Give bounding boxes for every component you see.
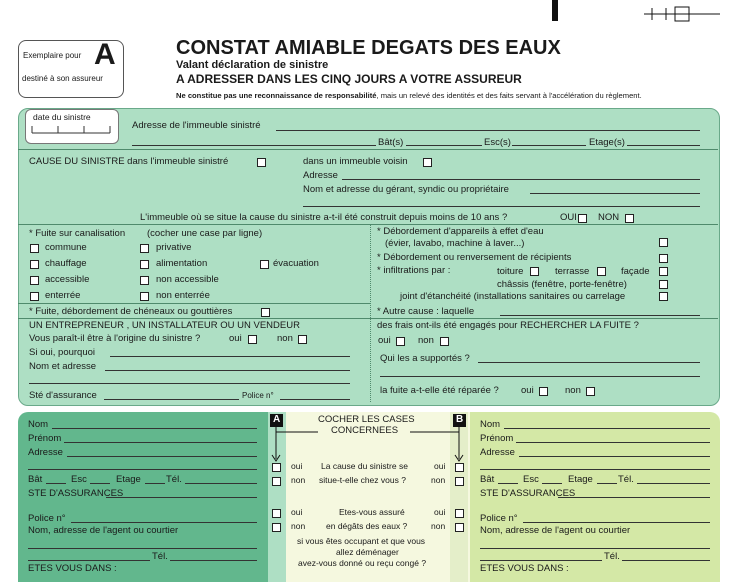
alimentation-label: alimentation	[156, 258, 208, 269]
party-a-tel2-field[interactable]	[28, 560, 150, 561]
non-enterree-label: non enterrée	[156, 290, 210, 301]
contractor-police-field[interactable]	[280, 399, 350, 400]
q2-b-non-checkbox[interactable]	[455, 523, 464, 532]
q2-text-b: en dégâts des eaux ?	[326, 521, 408, 531]
q1-text-a: La cause du sinistre se	[321, 461, 408, 471]
disclaimer-rest: , mais un relevé des identités et des faits servant à l'accélération du règlement.	[376, 91, 642, 100]
q2-b-oui-label: oui	[434, 507, 446, 517]
party-b-adresse-line2[interactable]	[480, 469, 710, 470]
repaired-oui-checkbox[interactable]	[539, 387, 548, 396]
party-a-etage-field[interactable]	[145, 483, 165, 484]
party-a-police-label: Police n°	[28, 513, 66, 524]
toiture-label: toiture	[497, 266, 524, 277]
evacuation-checkbox[interactable]	[260, 260, 269, 269]
neighbor-label: dans un immeuble voisin	[303, 156, 408, 167]
party-b-ste-label: STE D'ASSURANCES	[480, 488, 576, 499]
repaired-non-label: non	[565, 385, 581, 396]
built-question: L'immeuble où se situe la cause du sinistre a-t-il été construit depuis moins de 10 ans ?	[140, 212, 508, 223]
manager-field[interactable]	[530, 193, 700, 194]
overflow1-checkbox[interactable]	[659, 238, 668, 247]
party-a-bat-label: Bât	[28, 474, 43, 485]
gutter-label: * Fuite, débordement de chéneaux ou gouttières	[29, 306, 233, 317]
who-paid-line2[interactable]	[380, 376, 700, 377]
middle-header: COCHER LES CASES	[318, 414, 415, 425]
chauffage-checkbox[interactable]	[30, 260, 39, 269]
label-a: A	[273, 414, 281, 425]
party-b-police-label: Police n°	[480, 513, 518, 524]
page-title: CONSTAT AMIABLE DEGATS DES EAUX	[176, 37, 561, 59]
chassis-label: châssis (fenêtre, porte-fenêtre)	[497, 279, 627, 290]
party-b-nom-label: Nom	[480, 419, 501, 430]
contractor-police-label: Police n°	[242, 391, 274, 400]
date-label: date du sinistre	[33, 112, 91, 122]
party-a-tel-field[interactable]	[185, 483, 257, 484]
party-a-adresse-label: Adresse	[28, 447, 63, 458]
party-a-esc-field[interactable]	[90, 483, 110, 484]
other-cause-label: * Autre cause : laquelle	[377, 306, 475, 317]
etage-label: Etage(s)	[589, 137, 625, 148]
party-b-bat-label: Bât	[480, 474, 495, 485]
evacuation-label: évacuation	[273, 258, 319, 269]
building-address-field[interactable]	[276, 130, 700, 131]
leak-title: * Fuite sur canalisation	[29, 228, 126, 239]
party-a-esc-label: Esc	[71, 474, 87, 485]
q1-a-non-label: non	[291, 475, 306, 485]
chauffage-label: chauffage	[45, 258, 87, 269]
commune-label: commune	[45, 242, 87, 253]
party-b-agent-field[interactable]	[480, 548, 710, 549]
party-a-nom-field[interactable]	[52, 428, 257, 429]
contractor-title: UN ENTREPRENEUR , UN INSTALLATEUR OU UN VENDEUR	[29, 320, 300, 331]
party-a-agent-field[interactable]	[28, 548, 257, 549]
search-oui-checkbox[interactable]	[396, 337, 405, 346]
building-address-label: Adresse de l'immeuble sinistré	[132, 120, 261, 131]
pourquoi-label: Si oui, pourquoi	[29, 347, 96, 358]
search-non-checkbox[interactable]	[440, 337, 449, 346]
built-oui-checkbox[interactable]	[578, 214, 587, 223]
toiture-checkbox[interactable]	[530, 267, 539, 276]
q2-a-non-checkbox[interactable]	[272, 523, 281, 532]
contractor-insurer-field[interactable]	[104, 399, 239, 400]
q1-b-oui-label: oui	[434, 461, 446, 471]
contractor-oui-label: oui	[229, 333, 242, 344]
q2-a-non-label: non	[291, 521, 306, 531]
party-b-tel-label: Tél.	[618, 474, 634, 485]
q1-text-b: situe-t-elle chez vous ?	[319, 475, 406, 485]
etage-field[interactable]	[627, 145, 700, 146]
label-b: B	[456, 414, 464, 425]
enterree-label: enterrée	[45, 290, 81, 301]
who-paid-label: Qui les a supportés ?	[380, 353, 470, 364]
repaired-oui-label: oui	[521, 385, 534, 396]
party-b-etes-label: ETES VOUS DANS :	[480, 563, 569, 574]
q2-a-oui-checkbox[interactable]	[272, 509, 281, 518]
q1-b-oui-checkbox[interactable]	[455, 463, 464, 472]
party-a-bat-field[interactable]	[46, 483, 66, 484]
chassis-checkbox[interactable]	[659, 280, 668, 289]
party-b-police-field[interactable]	[523, 522, 710, 523]
gutter-checkbox[interactable]	[261, 308, 270, 317]
esc-label: Esc(s)	[484, 137, 511, 148]
party-a-tel2-label: Tél.	[152, 551, 168, 562]
cause-in-building-checkbox[interactable]	[257, 158, 266, 167]
date-tick-marks	[30, 124, 112, 136]
q1-b-non-checkbox[interactable]	[455, 477, 464, 486]
non-accessible-label: non accessible	[156, 274, 219, 285]
terrasse-checkbox[interactable]	[597, 267, 606, 276]
party-b-tel2-field[interactable]	[480, 560, 602, 561]
party-b-agent-label: Nom, adresse de l'agent ou courtier	[480, 525, 631, 536]
search-question: des frais ont-ils été engagés pour RECHERCHER LA FUITE ?	[377, 320, 639, 331]
contractor-oui-checkbox[interactable]	[248, 335, 257, 344]
q1-a-non-checkbox[interactable]	[272, 477, 281, 486]
q1-a-oui-label: oui	[291, 461, 303, 471]
party-a-tel-label: Tél.	[166, 474, 182, 485]
party-b-etage-label: Etage	[568, 474, 593, 485]
party-b-esc-field[interactable]	[542, 483, 562, 484]
repaired-non-checkbox[interactable]	[586, 387, 595, 396]
contractor-name-label: Nom et adresse	[29, 361, 97, 372]
q2-b-non-label: non	[431, 521, 446, 531]
neighbor-address-label: Adresse	[303, 170, 338, 181]
party-b-ste-field[interactable]	[558, 497, 710, 498]
party-b-adresse-field[interactable]	[519, 456, 710, 457]
party-a-prenom-label: Prénom	[28, 433, 62, 444]
contractor-non-checkbox[interactable]	[298, 335, 307, 344]
address-line2-field[interactable]	[132, 145, 376, 146]
terrasse-label: terrasse	[555, 266, 590, 277]
contractor-name-line2[interactable]	[29, 383, 350, 384]
overflow1-label: * Débordement d'appareils à effet d'eau	[377, 226, 544, 237]
contractor-question: Vous paraît-il être à l'origine du sinistre ?	[29, 333, 201, 344]
party-b-tel-field[interactable]	[637, 483, 710, 484]
party-b-prenom-label: Prénom	[480, 433, 514, 444]
repaired-label: la fuite a-t-elle été réparée ?	[380, 385, 499, 396]
q3-text-b: allez déménager	[336, 547, 399, 557]
overflow2-label: * Débordement ou renversement de récipients	[377, 252, 572, 263]
party-b-nom-field[interactable]	[504, 428, 710, 429]
facade-checkbox[interactable]	[659, 267, 668, 276]
party-b-tel2-field-right[interactable]	[622, 560, 710, 561]
disclaimer	[176, 91, 642, 100]
cause-label: CAUSE DU SINISTRE dans l'immeuble sinistré	[29, 156, 229, 167]
neighbor-address-field[interactable]	[342, 179, 700, 180]
middle-header-2: CONCERNEES	[331, 425, 399, 436]
party-a-nom-label: Nom	[28, 419, 49, 430]
party-a-etes-label: ETES VOUS DANS :	[28, 563, 117, 574]
instruction: A ADRESSER DANS LES CINQ JOURS A VOTRE ASSUREUR	[176, 72, 522, 86]
q2-a-oui-label: oui	[291, 507, 303, 517]
search-oui-label: oui	[378, 335, 391, 346]
pourquoi-field[interactable]	[110, 356, 350, 357]
search-non-label: non	[418, 335, 434, 346]
q2-text-a: Etes-vous assuré	[339, 507, 405, 517]
party-b-esc-label: Esc	[523, 474, 539, 485]
copy-letter: A	[94, 38, 116, 71]
built-oui-label: OUI	[560, 212, 577, 223]
party-a-tel2-field-right[interactable]	[170, 560, 257, 561]
infiltration-label: * infiltrations par :	[377, 265, 451, 276]
bat-label: Bât(s)	[378, 137, 404, 148]
party-b-tel2-label: Tél.	[604, 551, 620, 562]
disclaimer-bold: Ne constitue pas une reconnaissance de responsabilité	[176, 91, 377, 100]
built-non-checkbox[interactable]	[625, 214, 634, 223]
q1-a-oui-checkbox[interactable]	[272, 463, 281, 472]
esc-field[interactable]	[512, 145, 586, 146]
party-a-ste-field[interactable]	[106, 497, 257, 498]
party-a-adresse-field[interactable]	[67, 456, 257, 457]
manager-field-line2[interactable]	[303, 206, 700, 207]
overflow2-checkbox[interactable]	[659, 254, 668, 263]
party-a-police-field[interactable]	[71, 522, 257, 523]
party-b-adresse-label: Adresse	[480, 447, 515, 458]
contractor-insurer-label: Sté d'assurance	[29, 390, 97, 401]
column-divider	[370, 224, 371, 402]
overflow1b-label: (évier, lavabo, machine à laver...)	[385, 238, 525, 249]
q3-text-c: avez-vous donné ou reçu congé ?	[298, 558, 427, 568]
contractor-name-field[interactable]	[105, 370, 350, 371]
joint-checkbox[interactable]	[659, 292, 668, 301]
party-a-etage-label: Etage	[116, 474, 141, 485]
top-register-bar	[552, 0, 558, 21]
party-a-agent-label: Nom, adresse de l'agent ou courtier	[28, 525, 179, 536]
q2-b-oui-checkbox[interactable]	[455, 509, 464, 518]
facade-label: façade	[621, 266, 650, 277]
divider	[18, 318, 718, 319]
built-non-label: NON	[598, 212, 620, 223]
accessible-checkbox[interactable]	[30, 276, 39, 285]
registration-mark-icon	[642, 4, 722, 29]
party-b-etage-field[interactable]	[597, 483, 617, 484]
privative-label: privative	[156, 242, 192, 253]
who-paid-field[interactable]	[478, 362, 700, 363]
other-cause-field[interactable]	[500, 315, 700, 316]
subtitle: Valant déclaration de sinistre	[176, 59, 329, 71]
divider	[18, 149, 718, 150]
contractor-non-label: non	[277, 333, 293, 344]
bat-field[interactable]	[406, 145, 482, 146]
commune-checkbox[interactable]	[30, 244, 39, 253]
divider	[18, 224, 718, 225]
accessible-label: accessible	[45, 274, 90, 285]
enterree-checkbox[interactable]	[30, 292, 39, 301]
privative-checkbox[interactable]	[140, 244, 149, 253]
party-b-bat-field[interactable]	[498, 483, 518, 484]
non-enterree-checkbox[interactable]	[140, 292, 149, 301]
divider	[18, 303, 370, 304]
copy-line1: Exemplaire pour	[23, 51, 82, 60]
party-a-ste-label: STE D'ASSURANCES	[28, 488, 124, 499]
party-b-prenom-field[interactable]	[516, 442, 710, 443]
party-a-adresse-line2[interactable]	[28, 469, 257, 470]
q3-text-a: si vous êtes occupant et que vous	[297, 536, 426, 546]
leak-hint: (cocher une case par ligne)	[147, 228, 263, 239]
manager-label: Nom et adresse du gérant, syndic ou propriétaire	[303, 184, 509, 195]
neighbor-building-checkbox[interactable]	[423, 158, 432, 167]
joint-label: joint d'étanchéité (installations sanitaires ou carrelage	[400, 291, 626, 302]
non-accessible-checkbox[interactable]	[140, 276, 149, 285]
alimentation-checkbox[interactable]	[140, 260, 149, 269]
copy-line2: destiné à son assureur	[22, 74, 103, 83]
q1-b-non-label: non	[431, 475, 446, 485]
party-a-prenom-field[interactable]	[64, 442, 257, 443]
